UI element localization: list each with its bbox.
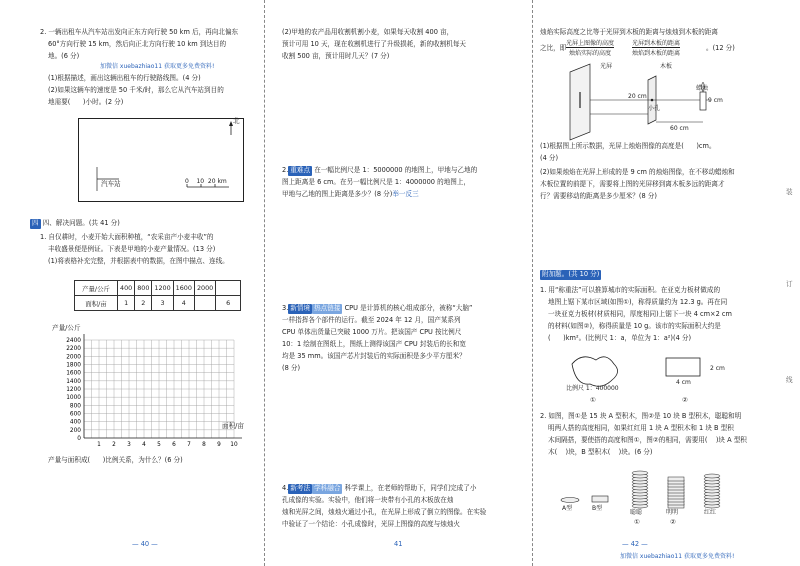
fig-board-label: 木板 xyxy=(660,63,673,70)
side-mark-2: 订 xyxy=(786,280,793,288)
table-cell: 6 xyxy=(216,296,241,311)
mid-q-line-3: 收割 500 亩，预计用时几天？(7 分) xyxy=(282,52,390,60)
y-tick-label: 1200 xyxy=(66,387,81,393)
y-tick-label: 0 xyxy=(77,436,81,442)
q2-line-6: 地需要( )小时。(2 分) xyxy=(48,98,124,106)
table-cell: 2000 xyxy=(194,281,215,296)
y-tick-label: 600 xyxy=(69,411,81,418)
table-cell: 2 xyxy=(135,296,152,311)
y-tick-label: 800 xyxy=(69,403,81,410)
q3b-line-5: 均是 35 mm。该国产芯片封装后的实际面积是多少平方厘米？ xyxy=(282,352,466,360)
table-cell-blank[interactable] xyxy=(216,281,241,296)
city-region-shape xyxy=(572,357,618,386)
rq-line-3: 。(12 分) xyxy=(706,44,735,52)
stack-honghong xyxy=(704,474,720,508)
q1-line-3: (1)将表格补充完整，并根据表中的数据，在图中描点、连线。 xyxy=(48,257,229,265)
ratio-fraction-2 xyxy=(632,38,680,57)
b1-line-1: 1. 用“称重法”可以推算城市的实际面积。在亚克力板材做成的 xyxy=(540,286,721,294)
q2-line-4: (1)根据描述，画出这辆出租车的行驶路线图。(4 分) xyxy=(48,74,201,82)
block-b xyxy=(592,496,608,502)
q4-tag: 新考法 xyxy=(290,484,311,492)
q4-line-2: 孔成像的实验。实验中，他们将一块带有小孔的木板放在烛 xyxy=(282,496,454,504)
table-cell: 1200 xyxy=(152,281,173,296)
table-cell-blank[interactable] xyxy=(194,296,215,311)
b1-caption-2: ② xyxy=(682,396,688,404)
q3b-text-1: CPU 是计算机的核心组成部分，被称“大脑” xyxy=(344,304,473,312)
table-cell: 3 xyxy=(152,296,173,311)
b2-line-2: 明两人搭的高度相同，如果红红用 1 块 A 型积木和 1 块 B 型积 xyxy=(548,424,734,432)
table-row xyxy=(75,296,241,311)
stack-mingming xyxy=(668,477,684,508)
q2b-line-1 xyxy=(282,166,477,176)
chart-y-label: 产量/公斤 xyxy=(52,324,81,332)
q3b-tag2: 热点链接 xyxy=(314,304,341,312)
q2b-number: 2. xyxy=(282,166,289,174)
q3b-line-4: 10：1 绘制在图纸上，图纸上测得该国产 CPU 封装后的长和宽 xyxy=(282,340,466,348)
label-mingming: 明明 xyxy=(666,509,679,516)
chart-x-label: 面积/亩 xyxy=(222,422,245,430)
b2-caption-1: ① xyxy=(634,518,640,526)
blocks-figure xyxy=(552,462,732,514)
side-mark-3: 线 xyxy=(786,376,793,384)
label-a-type: A型 xyxy=(562,505,573,512)
y-tick-label: 2400 xyxy=(66,338,81,344)
fig-screen-label: 光屏 xyxy=(600,63,613,70)
page-number-middle: 41 xyxy=(394,540,403,548)
stack-block xyxy=(704,474,720,478)
x-tick-label: 8 xyxy=(202,442,206,448)
x-tick-label: 7 xyxy=(187,442,191,448)
column-divider-left xyxy=(264,0,265,566)
q4-number: 4. xyxy=(282,484,289,492)
rq-line-2: 之比，即 xyxy=(540,44,567,52)
ratio-denominator-2: 烛焰到木板的距离 xyxy=(632,50,681,57)
q3b-number: 3. xyxy=(282,304,289,312)
rq-sub1-line-1: (1)根据图上所示数据，光屏上烛焰图像的高度是( )cm。 xyxy=(540,142,716,150)
q3b-tag: 新情境 xyxy=(290,304,311,312)
table-cell: 400 xyxy=(118,281,135,296)
q2b-tag: 重难点 xyxy=(290,166,311,174)
label-honghong: 红红 xyxy=(704,509,717,516)
x-tick-label: 4 xyxy=(142,442,146,448)
bonus-title-text: 附加题。(共 10 分) xyxy=(542,270,600,278)
q4-text-1: 科学课上，在老师的帮助下，同学们完成了小 xyxy=(344,484,477,492)
label-b-type: B型 xyxy=(592,505,603,512)
table-row xyxy=(75,281,241,296)
q2b-text-1: 在一幅比例尺是 1：5000000 的地图上，甲地与乙地的 xyxy=(314,166,478,174)
q1-line-2: 丰收盛景便是例证。下表是甲地的小麦产量情况。(13 分) xyxy=(48,245,216,253)
q4-tag2: 学科融合 xyxy=(314,484,341,492)
rq-sub2-line-1: (2)如果烛焰在光屏上形成的是 9 cm 的烛焰图像，在不移动蜡烛和 xyxy=(540,168,735,176)
rq-line-1: 烛焰实际高度之比等于光屏到木板的距离与烛烛到木板的距离 xyxy=(540,28,719,36)
ratio-numerator-2: 光屏到木板的距离 xyxy=(632,40,681,47)
table-cell: 1600 xyxy=(173,281,194,296)
watermark-top: 加微信 xuebazhiao11 获取更多免费资料! xyxy=(100,63,215,70)
side-mark-1: 装 xyxy=(786,188,793,196)
q3b-line-3: CPU 单体出货量已突破 1000 万片。把该国产 CPU 按比例尺 xyxy=(282,328,462,336)
q4-line-3: 烛和光屏之间，烛烛火通过小孔，在光屏上形成了倒立的图像。在实验 xyxy=(282,508,487,516)
fig-hole-label: 小孔 xyxy=(648,105,661,112)
b1-scale-label: 比例尺 1：400000 xyxy=(566,385,619,392)
fig-60-label: 60 cm xyxy=(670,125,689,132)
y-tick-label: 1800 xyxy=(66,362,81,369)
q3b-line-2: 一样指挥各个部件的运行。截至 2024 年 12 月，国产某系列 xyxy=(282,316,461,324)
fig-9-label: 9 cm xyxy=(708,97,723,104)
page-number-right: — 42 — xyxy=(622,540,648,548)
b1-line-4: 的材料(如图②)，称得质量是 10 g。该市的实际面积大约是 xyxy=(548,322,721,330)
y-tick-label: 400 xyxy=(69,419,81,426)
rq-sub1-line-2: (4 分) xyxy=(540,154,559,162)
y-tick-label: 1400 xyxy=(66,378,81,385)
q4-line-4: 中验证了一个结论：小孔成像时，光屏上图像的高度与烛烛火 xyxy=(282,520,461,528)
candle-shape xyxy=(700,92,706,110)
q2-line-5: (2)如果这辆车的速度是 50 千米/时，那么它从汽车站到目的 xyxy=(48,86,224,94)
mid-q-line-2: 预计可用 10 天，现在收割机进行了升级损耗，新的收割机每天 xyxy=(282,40,467,48)
table-cell: 800 xyxy=(135,281,152,296)
fig-20-label: 20 cm xyxy=(628,93,647,100)
y-tick-label: 2200 xyxy=(66,346,81,353)
route-map xyxy=(78,118,244,202)
x-tick-label: 1 xyxy=(97,442,101,448)
table-head-area: 面积/亩 xyxy=(75,296,118,311)
b1-height-label: 2 cm xyxy=(710,365,725,372)
x-tick-label: 10 xyxy=(230,442,238,448)
b1-caption-1: ① xyxy=(590,396,596,404)
stack-block xyxy=(668,477,684,481)
rq-sub2-line-2: 木板位置的前提下，需要将上图的光屏移到离木板多远的距离才 xyxy=(540,180,725,188)
q2b-text-3: 甲地与乙地的图上距离是多少？(8 分) xyxy=(282,190,393,198)
q2b-link[interactable]: 举一反三 xyxy=(392,190,419,198)
mid-q-line-1: (2)甲地的农产品用收割机割小麦，如果每天收割 400 亩， xyxy=(282,28,454,36)
b2-caption-2: ② xyxy=(670,518,676,526)
x-tick-label: 9 xyxy=(217,442,221,448)
b1-line-5: ( )km²。(比例尺 1：a，单位为 1：a²)(4 分) xyxy=(548,334,692,342)
ratio-numerator: 光屏上图像的高度 xyxy=(566,40,615,47)
map-scale-label: 0 10 20 km xyxy=(185,178,227,185)
y-tick-label: 2000 xyxy=(66,354,81,361)
map-station-label: 汽车站 xyxy=(101,180,121,188)
b2-line-3: 木间隔搭，要使搭的高度和图①，图②的相同，需要用( )块 A 型积 xyxy=(548,436,747,444)
ratio-denominator: 烛焰实际的高度 xyxy=(569,50,612,57)
y-tick-label: 200 xyxy=(69,427,81,434)
q1-footer: 产量与面积成( )比例关系，为什么？(6 分) xyxy=(48,456,183,464)
block-a xyxy=(561,498,579,503)
stack-congcong xyxy=(632,471,648,508)
yield-table xyxy=(74,280,241,311)
b2-line-4: 木( )块，B 型积木( )块。(6 分) xyxy=(548,448,653,456)
ratio-fraction-1 xyxy=(566,38,614,57)
x-tick-label: 2 xyxy=(112,442,116,448)
column-divider-right xyxy=(532,0,533,566)
x-tick-label: 6 xyxy=(172,442,176,448)
q2-line-2: 60°方向行驶 15 km，然后向正北方向行驶 10 km 到达目的 xyxy=(48,40,227,48)
bonus-title xyxy=(540,270,601,280)
pinhole-figure xyxy=(560,62,730,142)
section-title xyxy=(30,219,120,229)
q2b-line-2: 图上距离是 6 cm。在另一幅比例尺是 1：4000000 的地图上， xyxy=(282,178,471,186)
section-badge: 四 xyxy=(32,219,39,227)
q3b-line-1 xyxy=(282,304,472,314)
y-tick-label: 1000 xyxy=(66,395,81,402)
b1-line-2: 地图上锯下某市区域(如图①)，称得质量约为 12.3 g。再在同 xyxy=(548,298,728,306)
label-congcong: 聪聪 xyxy=(630,509,643,516)
q4-line-1 xyxy=(282,484,476,494)
x-tick-label: 3 xyxy=(127,442,131,448)
q2b-line-3 xyxy=(282,190,419,200)
b1-line-3: 一块亚克力板材(材质相同，厚度相同)上锯下一块 4 cm×2 cm xyxy=(548,310,732,318)
q2-line-3: 地。(6 分) xyxy=(48,52,80,60)
watermark-bottom: 加微信 xuebazhiao11 获取更多免费资料! xyxy=(620,553,735,560)
table-head-yield: 产量/公斤 xyxy=(75,281,118,296)
y-tick-label: 1600 xyxy=(66,370,81,377)
b1-width-label: 4 cm xyxy=(676,379,691,386)
yield-chart xyxy=(48,334,248,450)
q2-line-1: 2. 一辆出租车从汽车站出发向正东方向行驶 50 km 后，再向北偏东 xyxy=(40,28,239,36)
table-cell: 4 xyxy=(173,296,194,311)
page-number-left: — 40 — xyxy=(132,540,158,548)
table-cell: 1 xyxy=(118,296,135,311)
b2-line-1: 2. 如图，图①是 15 块 A 型积木，图②是 10 块 B 型积木，聪聪和明 xyxy=(540,412,742,420)
q1-line-1: 1. 自仅耕时，小麦开始大面积种植，“农采亩产小麦丰收”的 xyxy=(40,233,214,241)
rq-sub2-line-3: 行？需要移动的距离是多少厘米？(8 分) xyxy=(540,192,657,200)
fig-candle-label: 蜡烛 xyxy=(696,85,709,92)
q3b-line-6: (8 分) xyxy=(282,364,301,372)
x-tick-label: 5 xyxy=(157,442,161,448)
stack-block xyxy=(632,471,648,475)
map-north-label: 北 xyxy=(233,117,240,125)
sample-rect xyxy=(666,358,700,376)
section-text: 四、解决问题。(共 41 分) xyxy=(42,219,120,227)
